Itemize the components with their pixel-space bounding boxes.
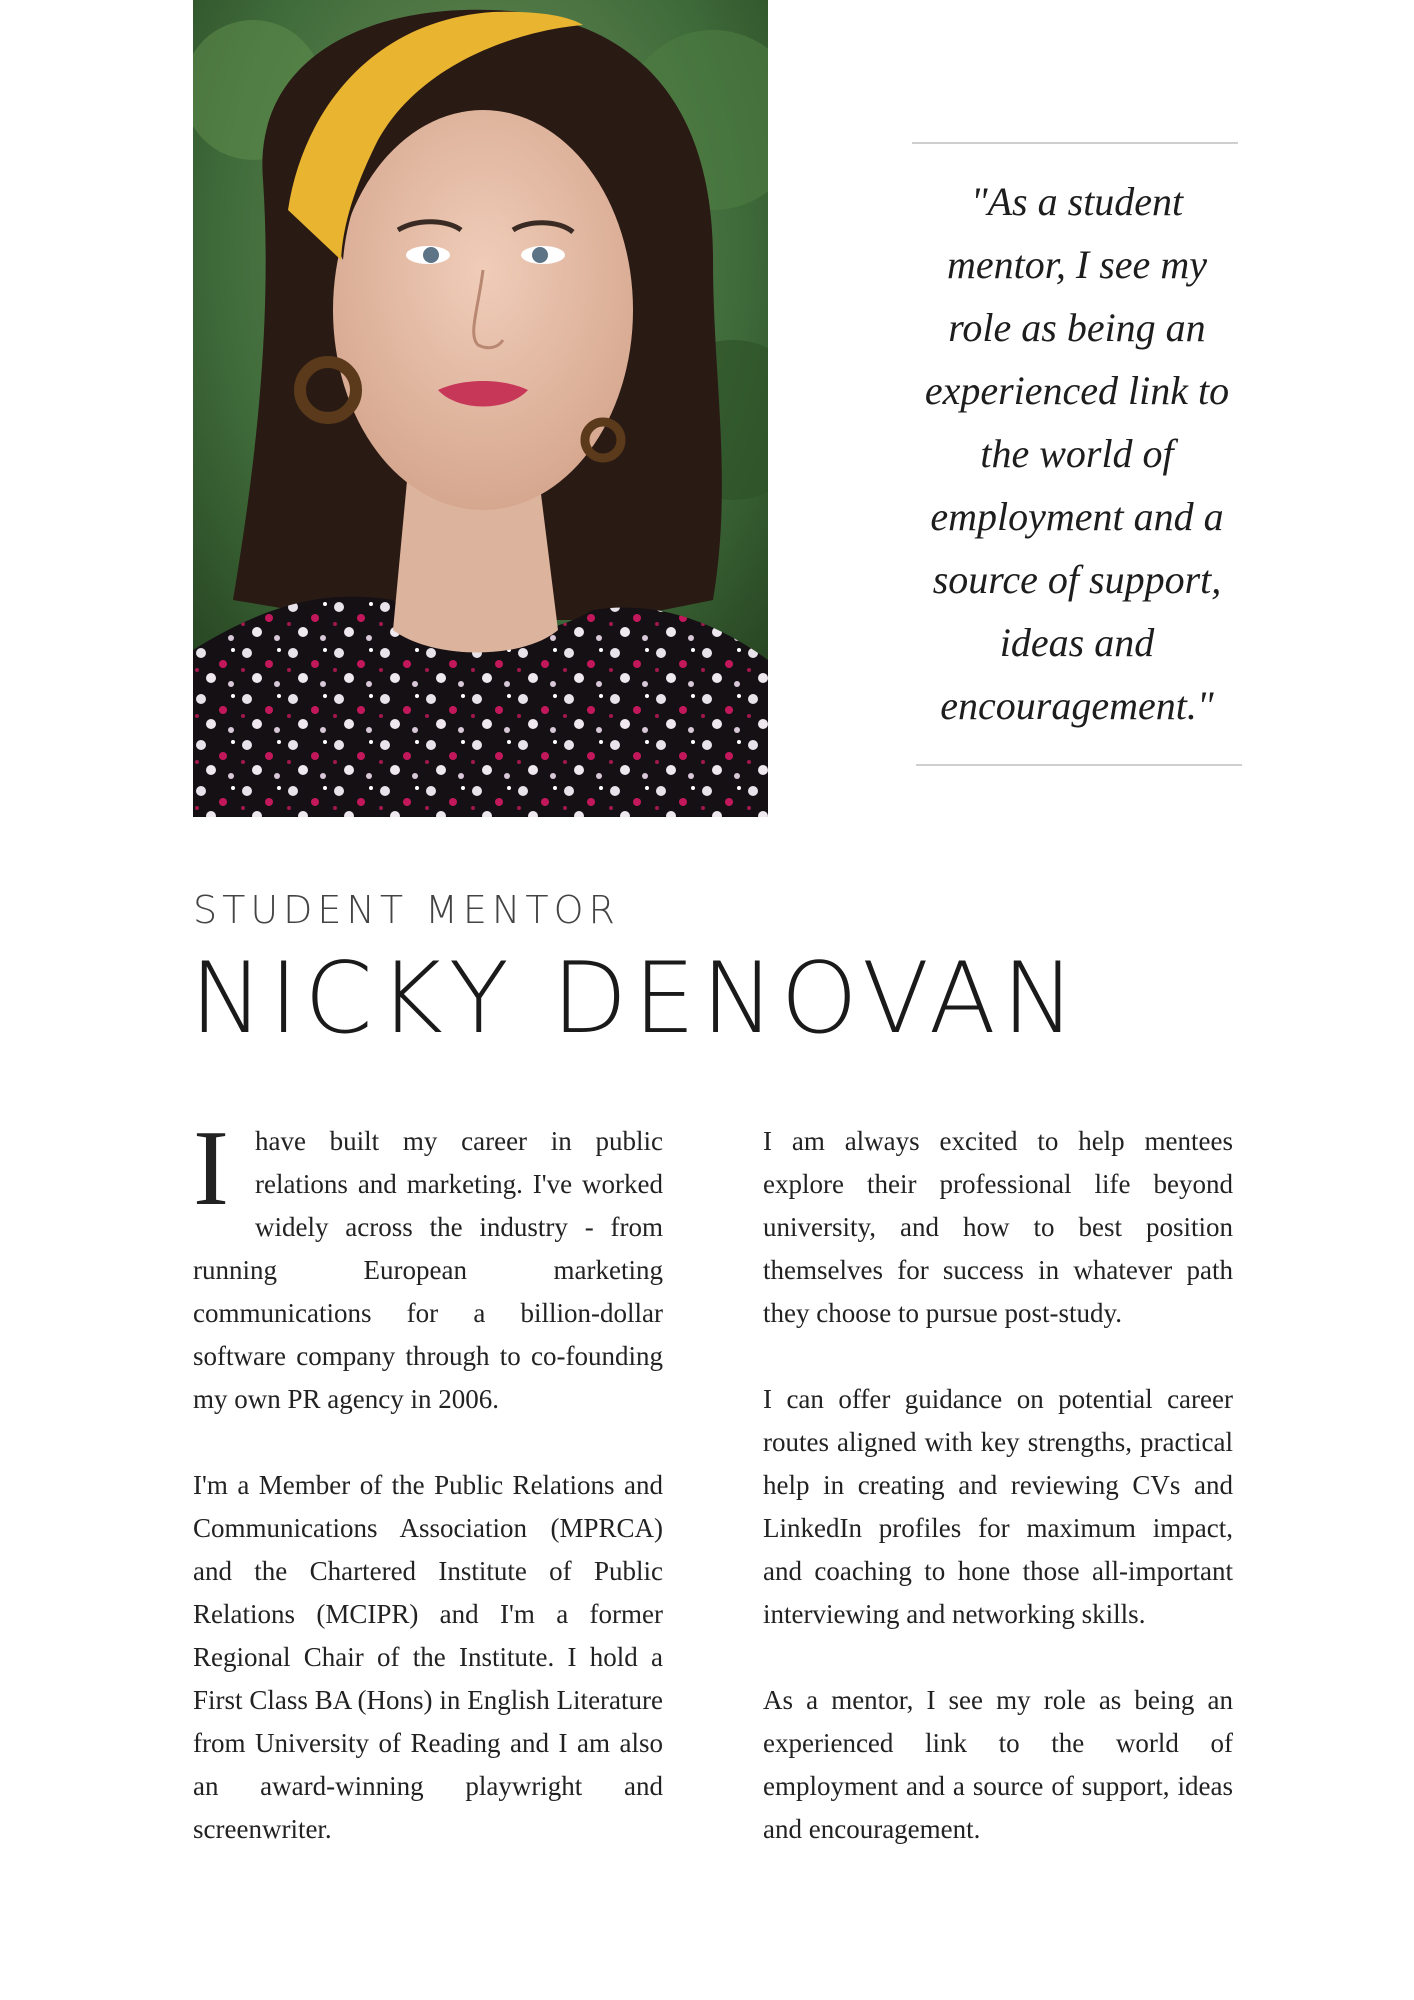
right-paragraph-3: As a mentor, I see my role as being an experienced link to the world of employment and a source of support, ideas and encouragement.: [763, 1685, 1233, 1844]
right-paragraph-1: I am always excited to help mentees explore their professional life beyond university, and how to best position themselves for success in whatever path they choose to pursue post-study.: [763, 1126, 1233, 1328]
left-column: [193, 1109, 663, 1894]
quote-text: "As a student mentor, I see my role as being an experienced link to the world of employment and a source of support, ideas and encouragement.": [924, 179, 1230, 728]
quote-top-divider: [912, 142, 1238, 144]
left-paragraph-1: [193, 1109, 663, 1421]
role-label: STUDENT MENTOR: [193, 888, 620, 932]
left-paragraph-2: I'm a Member of the Public Relations and Communications Association (MPRCA) and the Chartered Institute of Public Relations (MCIPR) and I'm a former Regional Chair of the Institute. I hold a First Class BA (Hons) in English Literature from University of Reading and I am also an award-winning playwright and screenwriter.: [193, 1470, 663, 1844]
right-paragraph-2: I can offer guidance on potential career routes aligned with key strengths, practical help in creating and reviewing CVs and LinkedIn profiles for maximum impact, and coaching to hone those all-important interviewing and networking skills.: [763, 1384, 1233, 1629]
drop-cap: I: [193, 1109, 229, 1228]
left-paragraph-1-text: have built my career in public relations and marketing. I've worked widely across the industry - from running European marketing communications for a billion-dollar software company through to co-founding my own PR agency in 2006.: [193, 1126, 663, 1414]
quote-bottom-divider: [916, 764, 1242, 766]
portrait-photo: [193, 0, 768, 817]
pull-quote: [912, 142, 1240, 766]
mentor-name: NICKY DENOVAN: [190, 942, 1082, 1056]
right-column: [763, 1120, 1233, 1894]
